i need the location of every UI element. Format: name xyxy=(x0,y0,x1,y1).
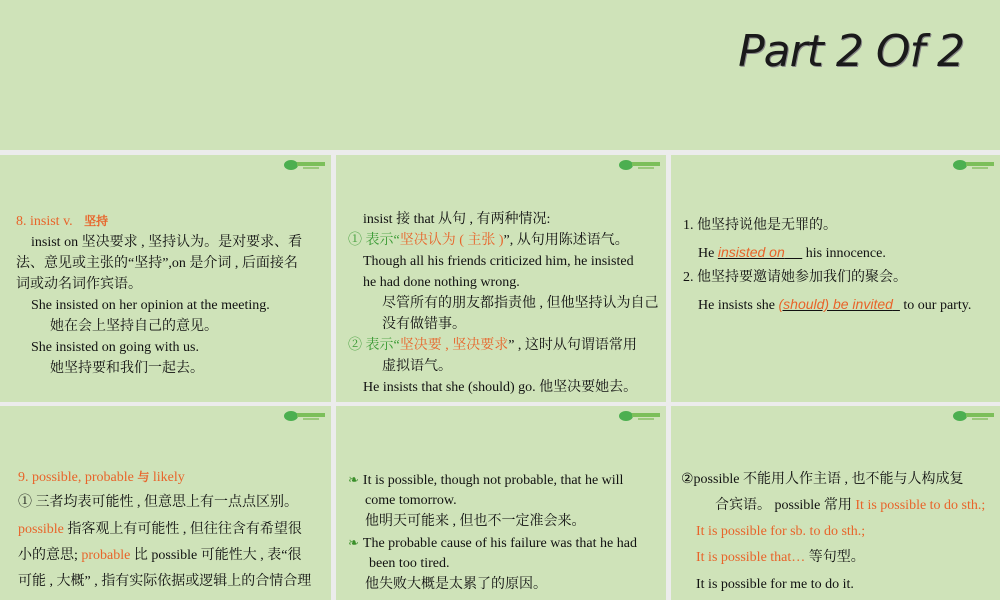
translation-line: 她坚持要和我们一起去。 xyxy=(50,361,204,376)
text-span: 等句型。 xyxy=(808,550,865,565)
text-line: insist 接 that 从句 , 有两种情况: xyxy=(363,212,551,227)
logo-icon xyxy=(952,157,996,173)
text-line: 词或动名词作宾语。 xyxy=(16,277,142,292)
example-line: She insisted on her opinion at the meeting. xyxy=(31,298,270,313)
exercise-question: 2. 他坚持要邀请她参加我们的聚会。 xyxy=(683,270,907,285)
example-line: been too tired. xyxy=(369,556,450,571)
logo-icon xyxy=(283,408,327,424)
slide-panel-3 xyxy=(671,155,1000,402)
highlight-text: It is possible that… xyxy=(696,550,809,565)
slide-panel-6 xyxy=(671,406,1000,600)
text-span: to our party. xyxy=(899,298,972,313)
page-title: Part 2 Of 2 xyxy=(738,26,964,77)
text-span: 指客观上有可能性 , 但往往含有希望很 xyxy=(63,522,302,537)
heading-text: 9. possible, probable xyxy=(18,470,134,485)
leaf-bullet-icon: ❧ xyxy=(348,535,359,550)
text-line xyxy=(18,492,298,513)
heading-text: likely xyxy=(152,470,185,485)
highlight-text: probable xyxy=(81,548,131,563)
text-line xyxy=(715,495,985,516)
logo-icon xyxy=(952,408,996,424)
heading-cn: 坚持 xyxy=(84,214,109,228)
text-span: It is possible, though not probable, that he will xyxy=(362,473,624,488)
text-line xyxy=(18,519,302,540)
logo-icon xyxy=(618,157,662,173)
example-line: She insisted on going with us. xyxy=(31,340,200,355)
text-span: The probable cause of his failure was that he had xyxy=(362,536,637,551)
slide-panel-4 xyxy=(0,406,331,600)
example-line xyxy=(348,469,623,491)
slide-panel-5 xyxy=(336,406,666,600)
text-span: 小的意思; xyxy=(18,548,82,563)
heading-text: 8. insist v. xyxy=(16,214,73,229)
example-line xyxy=(348,532,637,554)
text-line: 法、意见或主张的“坚持”,on 是介词 , 后面接名 xyxy=(16,256,298,271)
leaf-bullet-icon: ❧ xyxy=(348,472,359,487)
translation-line: 没有做错事。 xyxy=(382,317,466,332)
slide-panel-1 xyxy=(0,155,331,402)
answer-blank: (should) be invited xyxy=(778,296,893,312)
text-span: 合宾语。 possible 常用 xyxy=(715,498,856,513)
text-line xyxy=(18,545,301,566)
circled-one: ① 表示“ xyxy=(348,233,400,248)
text-line xyxy=(348,335,637,356)
highlight-text: 坚决认为 ( 主张 ) xyxy=(399,233,504,248)
logo-icon xyxy=(283,157,327,173)
slide-panel-2 xyxy=(336,155,666,402)
example-line: He insists that she (should) go. 他坚决要她去。 xyxy=(363,380,638,395)
logo-icon xyxy=(618,408,662,424)
section-heading xyxy=(16,211,108,232)
text-line xyxy=(696,547,865,568)
translation-line: 她在会上坚持自己的意见。 xyxy=(50,319,218,334)
highlight-text: It is possible to do sth.; xyxy=(855,498,986,513)
heading-cn: 与 xyxy=(137,470,150,484)
exercise-answer xyxy=(698,242,886,264)
text-span: his innocence. xyxy=(802,246,886,261)
exercise-answer xyxy=(698,294,971,316)
translation-line: 他失败大概是太累了的原因。 xyxy=(365,577,547,592)
circled-two: ② 表示“ xyxy=(348,338,400,353)
text-line: It is possible for sb. to do sth.; xyxy=(696,524,866,539)
text-line: insist on 坚决要求 , 坚持认为。是对要求、看 xyxy=(31,235,303,250)
example-line: Though all his friends criticized him, he insisted xyxy=(363,254,634,269)
text-line: 可能 , 大概” , 指有实际依据或逻辑上的合情合理 xyxy=(18,574,312,589)
translation-line: 他明天可能来 , 但也不一定准会来。 xyxy=(365,514,586,529)
text-span: ”, 从句用陈述语气。 xyxy=(503,233,629,248)
text-span: ②possible xyxy=(681,472,740,487)
example-line: he had done nothing wrong. xyxy=(363,275,520,290)
text-line xyxy=(681,469,963,490)
answer-blank: insisted on xyxy=(717,244,785,260)
highlight-text: 坚决要 , 坚决要求 xyxy=(399,338,509,353)
title-banner xyxy=(0,0,1000,150)
translation-line: 尽管所有的朋友都指责他 , 但他坚持认为自己 xyxy=(382,296,659,311)
text-span: He insists she xyxy=(698,298,779,313)
text-span: 比 possible 可能性大 , 表“很 xyxy=(130,548,302,563)
highlight-text: possible xyxy=(18,522,64,537)
example-line: come tomorrow. xyxy=(365,493,457,508)
text-span: ① 三者均表可能性 , 但意思上有一点点区别。 xyxy=(18,495,298,510)
text-span: ” , 这时从句谓语常用 xyxy=(508,338,637,353)
example-line: It is possible for me to do it. xyxy=(696,577,854,592)
exercise-question: 1. 他坚持说他是无罪的。 xyxy=(683,218,837,233)
text-line: 虚拟语气。 xyxy=(382,359,452,374)
text-span: 不能用人作主语 , 也不能与人构成复 xyxy=(739,472,964,487)
text-span: He xyxy=(698,246,718,261)
section-heading xyxy=(18,467,185,488)
text-line xyxy=(348,230,629,251)
